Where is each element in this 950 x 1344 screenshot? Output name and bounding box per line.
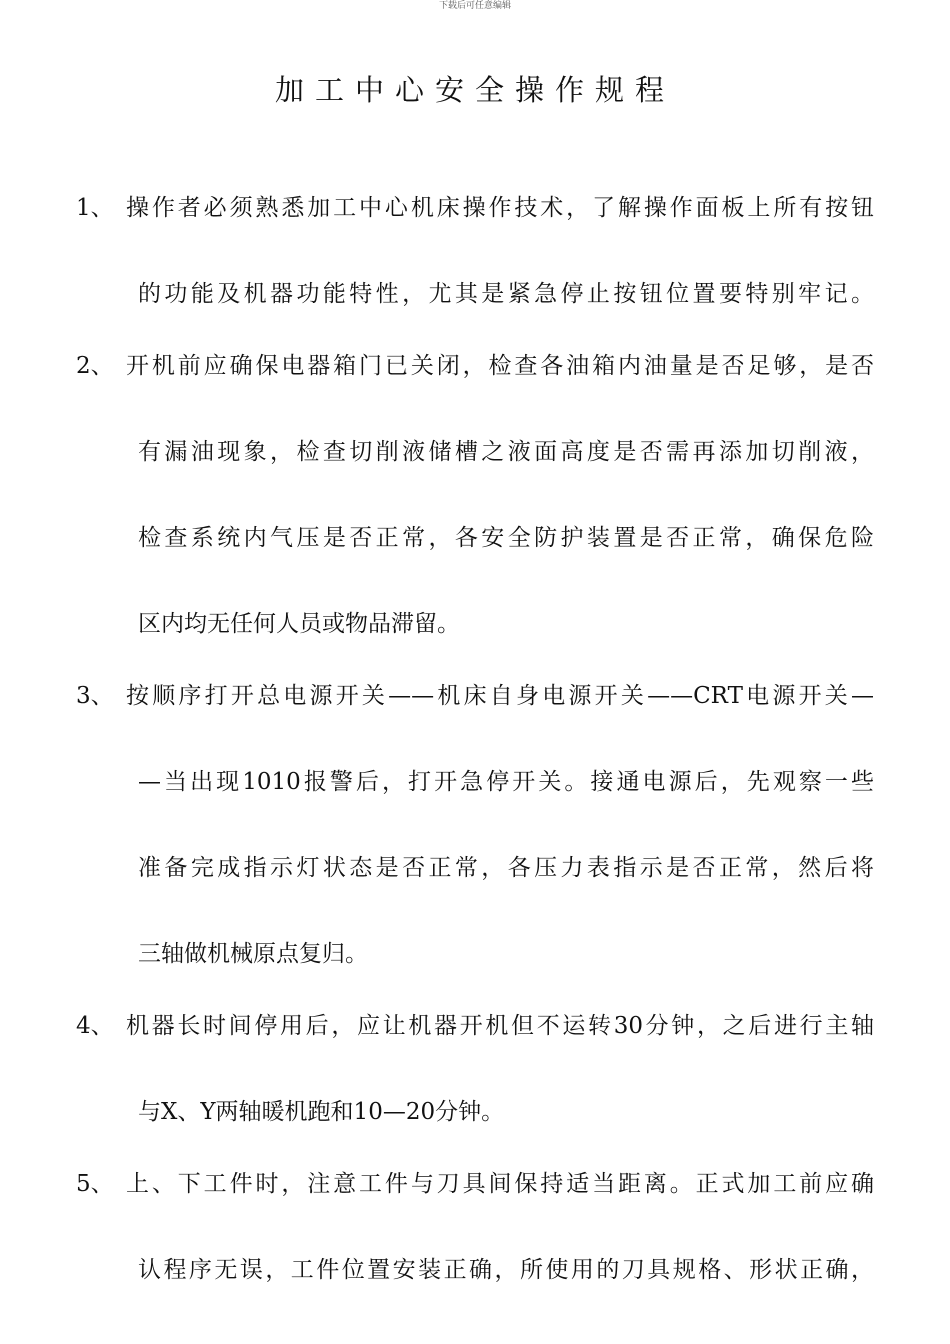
item-continuation-line (0, 762, 950, 802)
item-number: 3、 (76, 683, 114, 709)
item-number: 1、 (76, 195, 114, 221)
header-note: 下载后可任意编辑 (438, 1, 511, 11)
item-continuation-line (0, 934, 950, 974)
item-number: 4、 (76, 1013, 114, 1039)
item-text-line: 三轴做机械原点复归。 (138, 941, 368, 967)
list-item-3 (0, 676, 950, 716)
item-number: 2、 (76, 353, 114, 379)
page-title: 加工中心安全操作规程 (274, 73, 675, 107)
list-item-2 (0, 346, 950, 386)
item-continuation-line (0, 432, 950, 472)
item-text-line: 有漏油现象，检查切削液储槽之液面高度是否需再添加切削液， (138, 439, 874, 465)
item-text-line: 开机前应确保电器箱门已关闭，检查各油箱内油量是否足够，是否 (126, 353, 874, 379)
item-text-line: 按顺序打开总电源开关——机床自身电源开关——CRT电源开关— (126, 683, 874, 709)
list-item-5 (0, 1164, 950, 1204)
item-number: 5、 (76, 1171, 114, 1197)
item-text-line: 的功能及机器功能特性，尤其是紧急停止按钮位置要特别牢记。 (138, 281, 874, 307)
item-continuation-line (0, 518, 950, 558)
item-text-line: 检查系统内气压是否正常，各安全防护装置是否正常，确保危险 (138, 525, 874, 551)
item-text-line: 操作者必须熟悉加工中心机床操作技术，了解操作面板上所有按钮 (126, 195, 874, 221)
item-text-line: 机器长时间停用后，应让机器开机但不运转30分钟，之后进行主轴 (126, 1013, 874, 1039)
list-item-1 (0, 188, 950, 228)
item-text-line: 上、下工件时，注意工件与刀具间保持适当距离。正式加工前应确 (126, 1171, 874, 1197)
item-continuation-line (0, 604, 950, 644)
item-text-line: 认程序无误，工件位置安装正确，所使用的刀具规格、形状正确， (138, 1257, 874, 1283)
list-item-4 (0, 1006, 950, 1046)
item-continuation-line (0, 1250, 950, 1290)
item-text-line: 准备完成指示灯状态是否正常，各压力表指示是否正常，然后将 (138, 855, 874, 881)
item-continuation-line (0, 848, 950, 888)
item-text-line: 与X、Y两轴暖机跑和10—20分钟。 (138, 1099, 505, 1125)
item-text-line: —当出现1010报警后，打开急停开关。接通电源后，先观察一些 (138, 769, 874, 795)
item-continuation-line (0, 274, 950, 314)
item-continuation-line (0, 1092, 950, 1132)
item-text-line: 区内均无任何人员或物品滞留。 (138, 611, 460, 637)
